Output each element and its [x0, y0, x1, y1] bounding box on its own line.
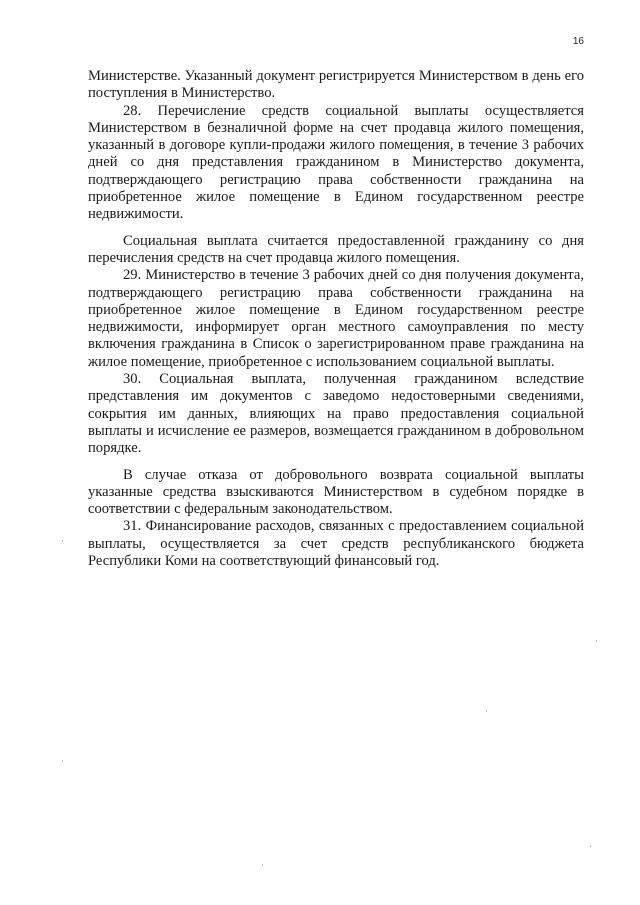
scan-speck: [590, 845, 591, 847]
paragraph-item-28-note: Социальная выплата считается предоставленной гражданину со дня перечисления средств на счет продавца жилого помещения.: [88, 232, 584, 266]
scan-speck: [62, 540, 63, 542]
paragraph-item-30: 30. Социальная выплата, полученная гражданином вследствие представления им документов с заведомо недостоверными сведениями, сокрытия им данных, влияющих на право предоставления социальной выплаты и исчисление ее размеров, возмещается гражданином в добровольном порядке.: [88, 371, 584, 457]
paragraph-item-31: 31. Финансирование расходов, связанных с предоставлением социальной выплаты, осуществляется за счет средств республиканского бюджета Республики Коми на соответствующий финансовый год.: [88, 518, 584, 570]
paragraph-continuation: Министерстве. Указанный документ регистрируется Министерством в день его поступления в Министерство.: [88, 68, 584, 102]
document-body: [88, 68, 584, 570]
scan-speck: [62, 760, 63, 762]
scan-speck: [486, 710, 487, 712]
page-number: 16: [572, 36, 584, 47]
paragraph-item-28: 28. Перечисление средств социальной выплаты осуществляется Министерством в безналичной форме на счет продавца жилого помещения, указанный в договоре купли-продажи жилого помещения, в течение 3 рабочих дней со дня представления гражданином в Министерство документа, подтверждающего регистрацию права собственности гражданина на приобретенное жилое помещение в Едином государственном реестре недвижимости.: [88, 102, 584, 223]
scan-speck: [262, 864, 263, 866]
scan-speck: [596, 640, 597, 642]
paragraph-item-30-note: В случае отказа от добровольного возврата социальной выплаты указанные средства взыскиваются Министерством в судебном порядке в соответствии с федеральным законодательством.: [88, 466, 584, 518]
paragraph-item-29: 29. Министерство в течение 3 рабочих дней со дня получения документа, подтверждающего регистрацию права собственности гражданина на приобретенное жилое помещение в Едином государственном реестре недвижимости, информирует орган местного самоуправления по месту включения гражданина в Список о зарегистрированном праве гражданина на жилое помещение, приобретенное с использованием социальной выплаты.: [88, 267, 584, 370]
